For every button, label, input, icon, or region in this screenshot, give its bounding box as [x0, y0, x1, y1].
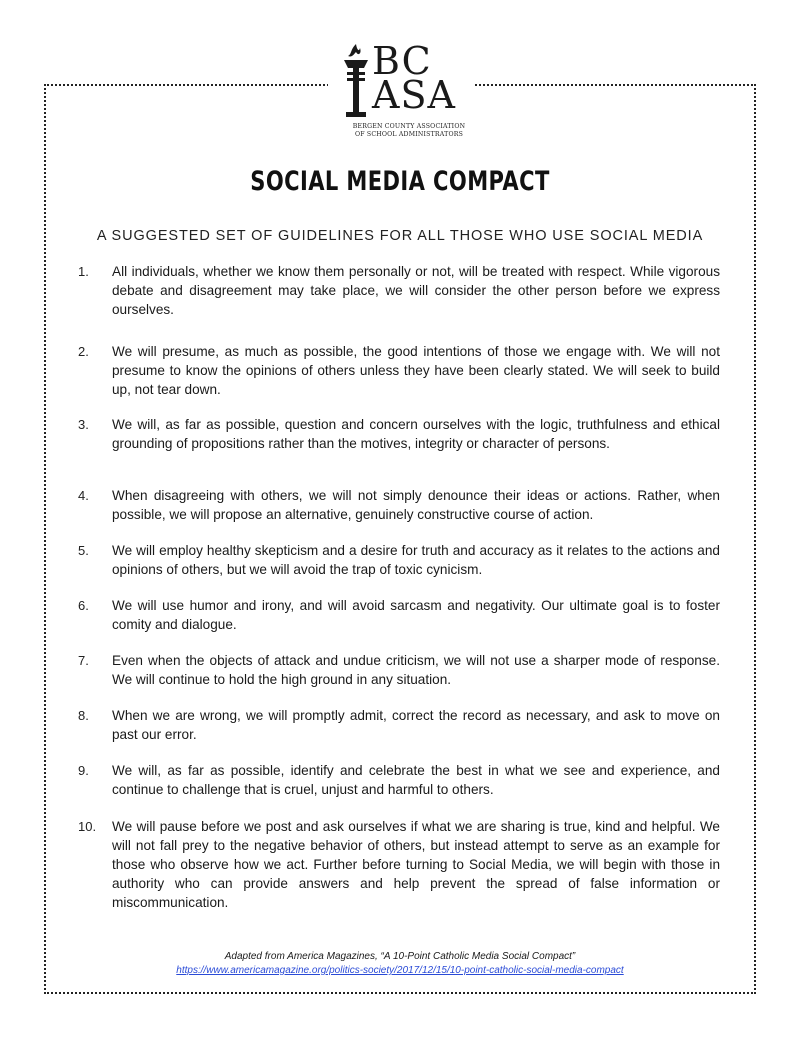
logo-bc: BC [372, 39, 432, 83]
torch-icon [336, 42, 376, 122]
page-subtitle: A SUGGESTED SET OF GUIDELINES FOR ALL THOSE WHO USE SOCIAL MEDIA [96, 228, 704, 244]
guideline-text: We will employ healthy skepticism and a desire for truth and accuracy as it relates to the actions and opinions of others, but we will avoid the trap of toxic cynicism. [112, 543, 720, 577]
guideline-number: 8. [78, 708, 89, 723]
guideline-text: When we are wrong, we will promptly admit, correct the record as necessary, and ask to move on past our error. [112, 708, 720, 742]
guideline-number: 3. [78, 417, 89, 432]
guideline-number: 7. [78, 653, 89, 668]
guideline-text: We will, as far as possible, identify and celebrate the best in what we see and experience, and continue to challenge that is cruel, unjust and harmful to others. [112, 763, 720, 797]
footer-attribution: Adapted from America Magazines, “A 10-Point Catholic Media Social Compact” [224, 951, 576, 962]
footer [0, 950, 800, 978]
guideline-number: 4. [78, 488, 89, 503]
guideline-text: All individuals, whether we know them personally or not, will be treated with respect. While vigorous debate and disagreement may take place, we will consider the other person before we express ourselves. [112, 264, 720, 317]
guideline-text: We will presume, as much as possible, the good intentions of those we engage with. We will not presume to know the opinions of others unless they have been clearly stated. We will seek to build up, not tear down. [112, 344, 720, 397]
guideline-text: We will pause before we post and ask ourselves if what we are sharing is true, kind and helpful. We will not fall prey to the negative behavior of others, but instead attempt to serve as an example for those who observe how we act. Further before turning to Social Media, we will begin with those in authority who can provide answers and help prevent the spread of false information or miscommunication. [112, 819, 720, 910]
logo-org-name [344, 123, 474, 138]
guideline-text: We will, as far as possible, question and concern ourselves with the logic, truthfulness and ethical grounding of propositions rather than the motives, integrity or character of persons. [112, 417, 720, 451]
guideline-number: 1. [78, 264, 89, 279]
guideline-number: 2. [78, 344, 89, 359]
guideline-text: Even when the objects of attack and undue criticism, we will not use a sharper mode of response. We will continue to hold the high ground in any situation. [112, 653, 720, 687]
guideline-number: 9. [78, 763, 89, 778]
logo-org-line2: OF SCHOOL ADMINISTRATORS [354, 130, 464, 138]
bcasa-logo [328, 40, 474, 140]
guideline-text: We will use humor and irony, and will avoid sarcasm and negativity. Our ultimate goal is to foster comity and dialogue. [112, 598, 720, 632]
logo-letters [372, 39, 472, 117]
source-link[interactable]: https://www.americamagazine.org/politics-society/2017/12/15/10-point-catholic-social-media-compact [176, 965, 624, 976]
logo-org-line1: BERGEN COUNTY ASSOCIATION [352, 123, 466, 130]
guideline-number: 6. [78, 598, 89, 613]
guideline-number: 10. [78, 819, 97, 834]
logo-asa: ASA [372, 73, 456, 117]
page-title: SOCIAL MEDIA COMPACT [250, 166, 550, 197]
guideline-text: When disagreeing with others, we will not simply denounce their ideas or actions. Rather, when possible, we will propose an alternative, genuinely constructive course of action. [112, 488, 720, 522]
guideline-number: 5. [78, 543, 89, 558]
